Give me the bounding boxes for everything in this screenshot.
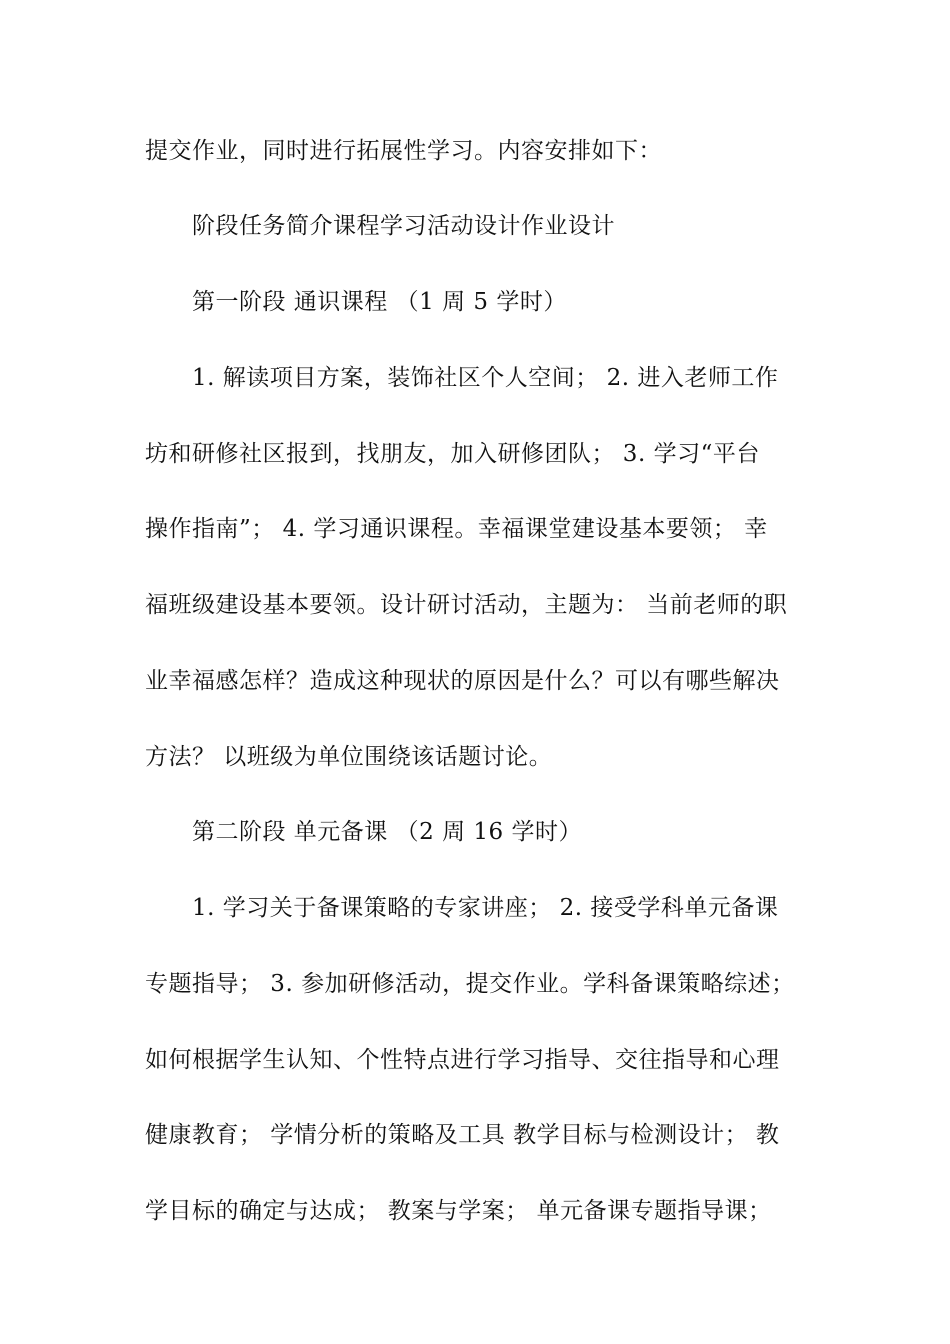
- paragraph-line: 如何根据学生认知、个性特点进行学习指导、交往指导和心理: [145, 1047, 780, 1073]
- paragraph-line: 操作指南”； 4. 学习通识课程。幸福课堂建设基本要领； 幸: [145, 516, 768, 542]
- paragraph-line: 提交作业，同时进行拓展性学习。内容安排如下：: [145, 138, 662, 164]
- section-heading: 阶段任务简介课程学习活动设计作业设计: [192, 213, 615, 239]
- stage-heading: 第一阶段 通识课程 （1 周 5 学时）: [192, 289, 567, 315]
- paragraph-line: 健康教育； 学情分析的策略及工具 教学目标与检测设计； 教: [145, 1122, 780, 1148]
- paragraph-line: 业幸福感怎样？造成这种现状的原因是什么？可以有哪些解决: [145, 668, 780, 694]
- paragraph-line: 坊和研修社区报到，找朋友，加入研修团队； 3. 学习“平台: [145, 441, 760, 467]
- paragraph-line: 1. 解读项目方案，装饰社区个人空间； 2. 进入老师工作: [192, 365, 779, 391]
- paragraph-line: 1. 学习关于备课策略的专家讲座； 2. 接受学科单元备课: [192, 895, 779, 921]
- paragraph-line: 专题指导； 3. 参加研修活动，提交作业。学科备课策略综述；: [145, 971, 795, 997]
- paragraph-line: 福班级建设基本要领。设计研讨活动，主题为： 当前老师的职: [145, 592, 788, 618]
- stage-heading: 第二阶段 单元备课 （2 周 16 学时）: [192, 819, 582, 845]
- paragraph-line: 方法？ 以班级为单位围绕该话题讨论。: [145, 744, 553, 770]
- paragraph-line: 学目标的确定与达成； 教案与学案； 单元备课专题指导课；: [145, 1198, 772, 1224]
